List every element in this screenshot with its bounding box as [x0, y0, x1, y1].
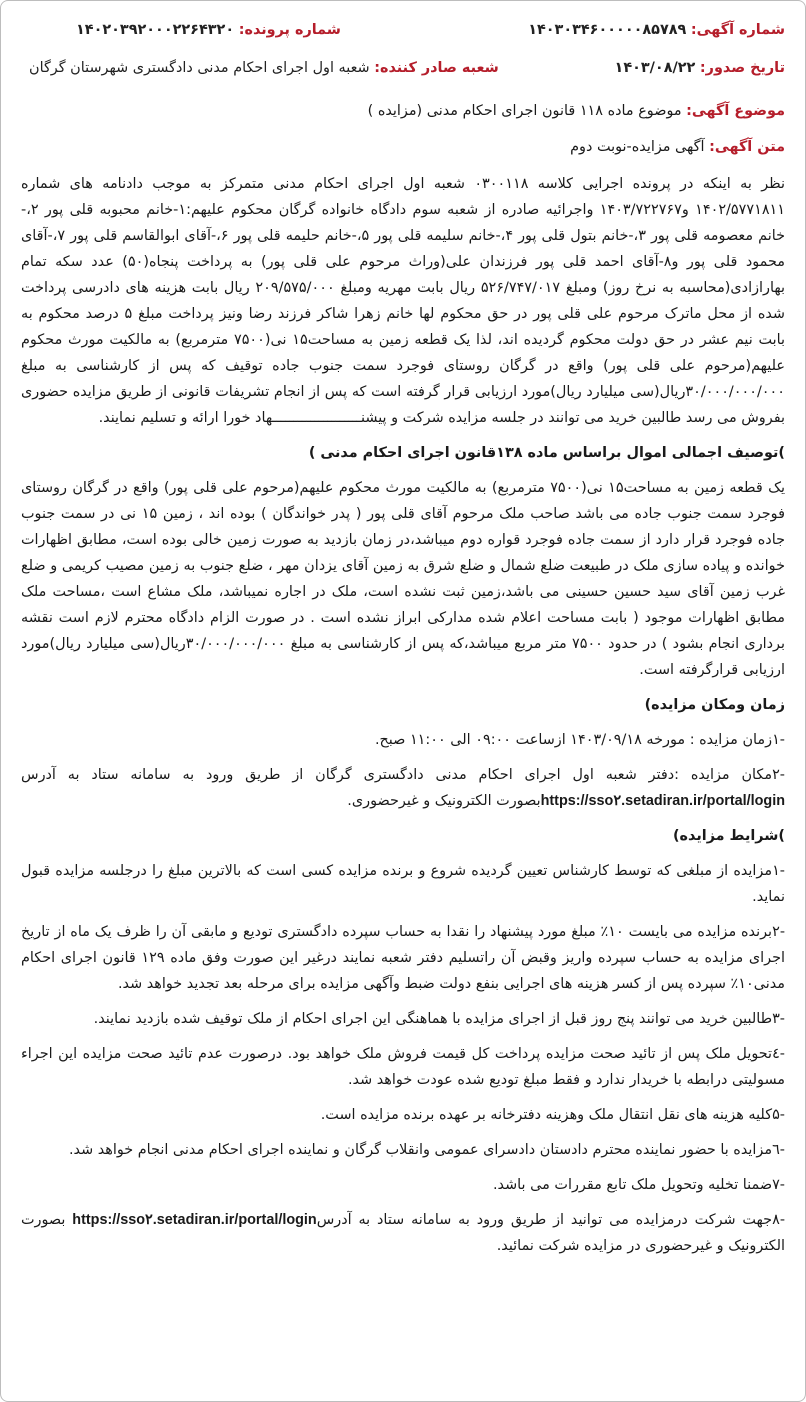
ad-number: ۱۴۰۳۰۳۴۶۰۰۰۰۰۸۵۷۸۹ [528, 22, 687, 38]
case-number-label: شماره پرونده: [238, 22, 341, 38]
conditions-title: )شرایط مزایده) [672, 828, 785, 844]
condition-3: -۳طالبین خرید می توانند پنج روز قبل از اجرای مزایده با هماهنگی این اجرای احکام از ملک توقیف شده بازدید نمایند. [93, 1011, 785, 1027]
text-label: متن آگهی: [709, 139, 785, 155]
ad-document [1, 1, 806, 1259]
subject-label: موضوع آگهی: [686, 103, 785, 119]
ad-body [21, 171, 785, 1259]
condition-6: -٦مزایده با حضور نماینده محترم دادستان دادسرای عمومی وانقلاب گرگان و نماینده اجرای احکام مدنی انجام خواهد شد. [68, 1142, 785, 1158]
case-number-field [76, 17, 341, 43]
issuer-field [29, 55, 499, 81]
intro-paragraph: نظر به اینکه در پرونده اجرایی کلاسه ۰۳۰۰۱۱۸ شعبه اول اجرای احکام مدنی متمرکز به موجب دادنامه های شماره ۱۴۰۲/۵۷۷۱۸۱۱ و۱۴۰۳/۷۲۲۷۶۷ واجرائیه صادره از شعبه سوم دادگاه خانواده گرگان محکوم علیهم:۱-خانم محبوبه قلی پور ۲،-خانم معصومه قلی پور ۳،-خانم بتول قلی پور ۴،-خانم سلیمه قلی پور ۵،-خانم حلیمه قلی پور ۶،-آقای ابوالقاسم قلی پور ۷،-آقای محمود قلی پور و۸-آقای احمد قلی پور فرزندان علی(وراث مرحوم علی قلی پور) به پرداخت پنجاه(۵۰) عدد سکه تمام بهارازادی(محاسبه به نرخ روز) ومبلغ ۵۲۶/۷۴۷/۰۱۷ ریال بابت مهریه ومبلغ ۲۰۹/۵۷۵/۰۰۰ ریال بابت هزینه های دادرسی پرداخت شده از محل ماترک مرحوم علی قلی پور در حق محکوم لها خانم زهرا شاکر فرزند رضا ونیز پرداخت مبلغ ۵ درصد محکوم به بابت نیم عشر در حق دولت محکوم گردیده اند، لذا یک قطعه زمین به مساحت۱۵ نی(۷۵۰۰ مترمربع) به مالکیت مورث محکوم علیهم(مرحوم علی قلی پور) واقع در گرگان روستای فوجرد سمت جنوب جاده توقیف که پس از کارشناسی به مبلغ ۳۰/۰۰۰/۰۰۰/۰۰۰ریال(سی میلیارد ریال)مورد ارزیابی قرار گرفته است که پس از انجام تشریفات قانونی از طریق مزایده حضوری بفروش می رسد طالبین خرید می توانند در جلسه مزایده شرکت و پیشنـــــــــــــــــــــهاد خورا ارائه و تسلیم نمایند. [21, 176, 786, 426]
issue-date-label: تاریخ صدور: [699, 60, 785, 76]
text-title: آگهی مزایده-نوبت دوم [570, 139, 705, 155]
subject-row [21, 93, 785, 129]
time-place-title: زمان ومکان مزایده) [644, 697, 785, 713]
issue-date: ۱۴۰۳/۰۸/۲۲ [614, 60, 696, 76]
issuer-label: شعبه صادر کننده: [374, 60, 499, 76]
condition-5: -۵کلیه هزینه های نقل انتقال ملک وهزینه دفترخانه بر عهده برنده مزایده است. [320, 1107, 785, 1123]
condition-8-text: -۸جهت شرکت درمزایده می توانید از طریق ورود به سامانه ستاد به آدرس [316, 1212, 786, 1228]
setad-portal-link-2[interactable]: https://sso۲.setadiran.ir/portal/login [72, 1212, 317, 1228]
condition-1: -۱مزایده از مبلغی که توسط کارشناس تعیین گردیده شروع و برنده مزایده کسی است که بالاترین مبلغ را درجلسه مزایده قبول نماید. [21, 863, 785, 905]
header-row-2 [21, 49, 785, 87]
subject: موضوع ماده ۱۱۸ قانون اجرای احکام مدنی (مزایده ) [367, 103, 682, 119]
header-row-1 [21, 11, 785, 49]
text-title-row [21, 129, 785, 165]
auction-place [21, 762, 785, 814]
ad-number-label: شماره آگهی: [690, 22, 785, 38]
ad-number-field [528, 17, 785, 43]
auction-time: -۱زمان مزایده : مورخه ۱۴۰۳/۰۹/۱۸ ازساعت ۰۹:۰۰ الی ۱۱:۰۰ صبح. [374, 732, 785, 748]
condition-7: -۷ضمنا تخلیه وتحویل ملک تابع مقررات می باشد. [492, 1177, 785, 1193]
issuer: شعبه اول اجرای احکام مدنی دادگستری شهرستان گرگان [29, 60, 370, 76]
description-paragraph: یک قطعه زمین به مساحت۱۵ نی(۷۵۰۰ مترمربع) به مالکیت مورث محکوم علیهم(مرحوم علی قلی پور) واقع در گرگان روستای فوجرد سمت جنوب جاده می باشد صاحب ملک مرحوم آقای قلی پور ( پدر خواندگان ) بوده اند ، زمین ۱۵ نی در سمت جنوب جاده فوجرد قرار دارد از سمت جاده فوجرد قواره دوم میباشد،در زمان بازدید به صورت زمین خالی بوده است، مطابق اظهارات خوانده و پیاده سازی ملک در طبیعت ضلع شمال و ضلع شرق به زمین آقای یزدان مهر ، ضلع جنوب به زمین مصیب کریمی و ضلع غرب زمین آقای سید حسین حسینی می باشد،زمین ثبت نشده است، ملک در اجاره نمیباشد، ملک مشاع است ،مساحت ملک مطابق اظهارات موجود ( بابت مساحت اعلام شده مدارکی ابراز نشده است . در صورت الزام دادگاه محترم لازم است نقشه برداری انجام بشود ) در حدود ۷۵۰۰ متر مربع میباشد،که پس از کارشناسی به مبلغ ۳۰/۰۰۰/۰۰۰/۰۰۰ریال(سی میلیارد ریال)مورد ارزیابی قرارگرفته است. [21, 480, 785, 678]
issue-date-field [615, 55, 785, 81]
auction-place-text-end: بصورت الکترونیک و غیرحضوری. [347, 793, 541, 809]
condition-8 [21, 1207, 785, 1259]
condition-4: -٤تحویل ملک پس از تائید صحت مزایده پرداخت کل قیمت فروش ملک خواهد بود. درصورت عدم تائید صحت مزایده این اجراء مسولیتی درابطه با خریدار ندارد و فقط مبلغ تودیع شده عودت خواهد شد. [21, 1046, 785, 1088]
case-number: ۱۴۰۲۰۳۹۲۰۰۰۲۲۶۴۳۲۰ [76, 22, 235, 38]
condition-2: -۲برنده مزایده می بایست ۱۰٪ مبلغ مورد پیشنهاد را نقدا به حساب سپرده دادگستری تودیع و مابقی آن را ظرف یک ماه از تاریخ اجرای مزایده به حساب سپرده واریز وقبض آن راتسلیم دفتر شعبه نمایند درغیر این صورت وفق ماده ۱۲۹ قانون اجرای احکام مدنی۱۰٪ سپرده پس از کسر هزینه های اجرایی بنفع دولت ضبط وآگهی مزایده برای مرحله بعد تجدید خواهد شد. [21, 924, 786, 992]
ad-meta [21, 93, 785, 165]
condition-8-text-end: بصورت الکترونیک و غیرحضوری در مزایده شرکت نمائید. [21, 1212, 785, 1254]
setad-portal-link[interactable]: https://sso۲.setadiran.ir/portal/login [540, 793, 785, 809]
description-title: )توصیف اجمالی اموال براساس ماده ۱۳۸قانون اجرای احکام مدنی ) [308, 445, 785, 461]
auction-place-text: -۲مکان مزایده :دفتر شعبه اول اجرای احکام مدنی دادگستری گرگان از طریق ورود به سامانه ستاد به آدرس [21, 767, 785, 783]
